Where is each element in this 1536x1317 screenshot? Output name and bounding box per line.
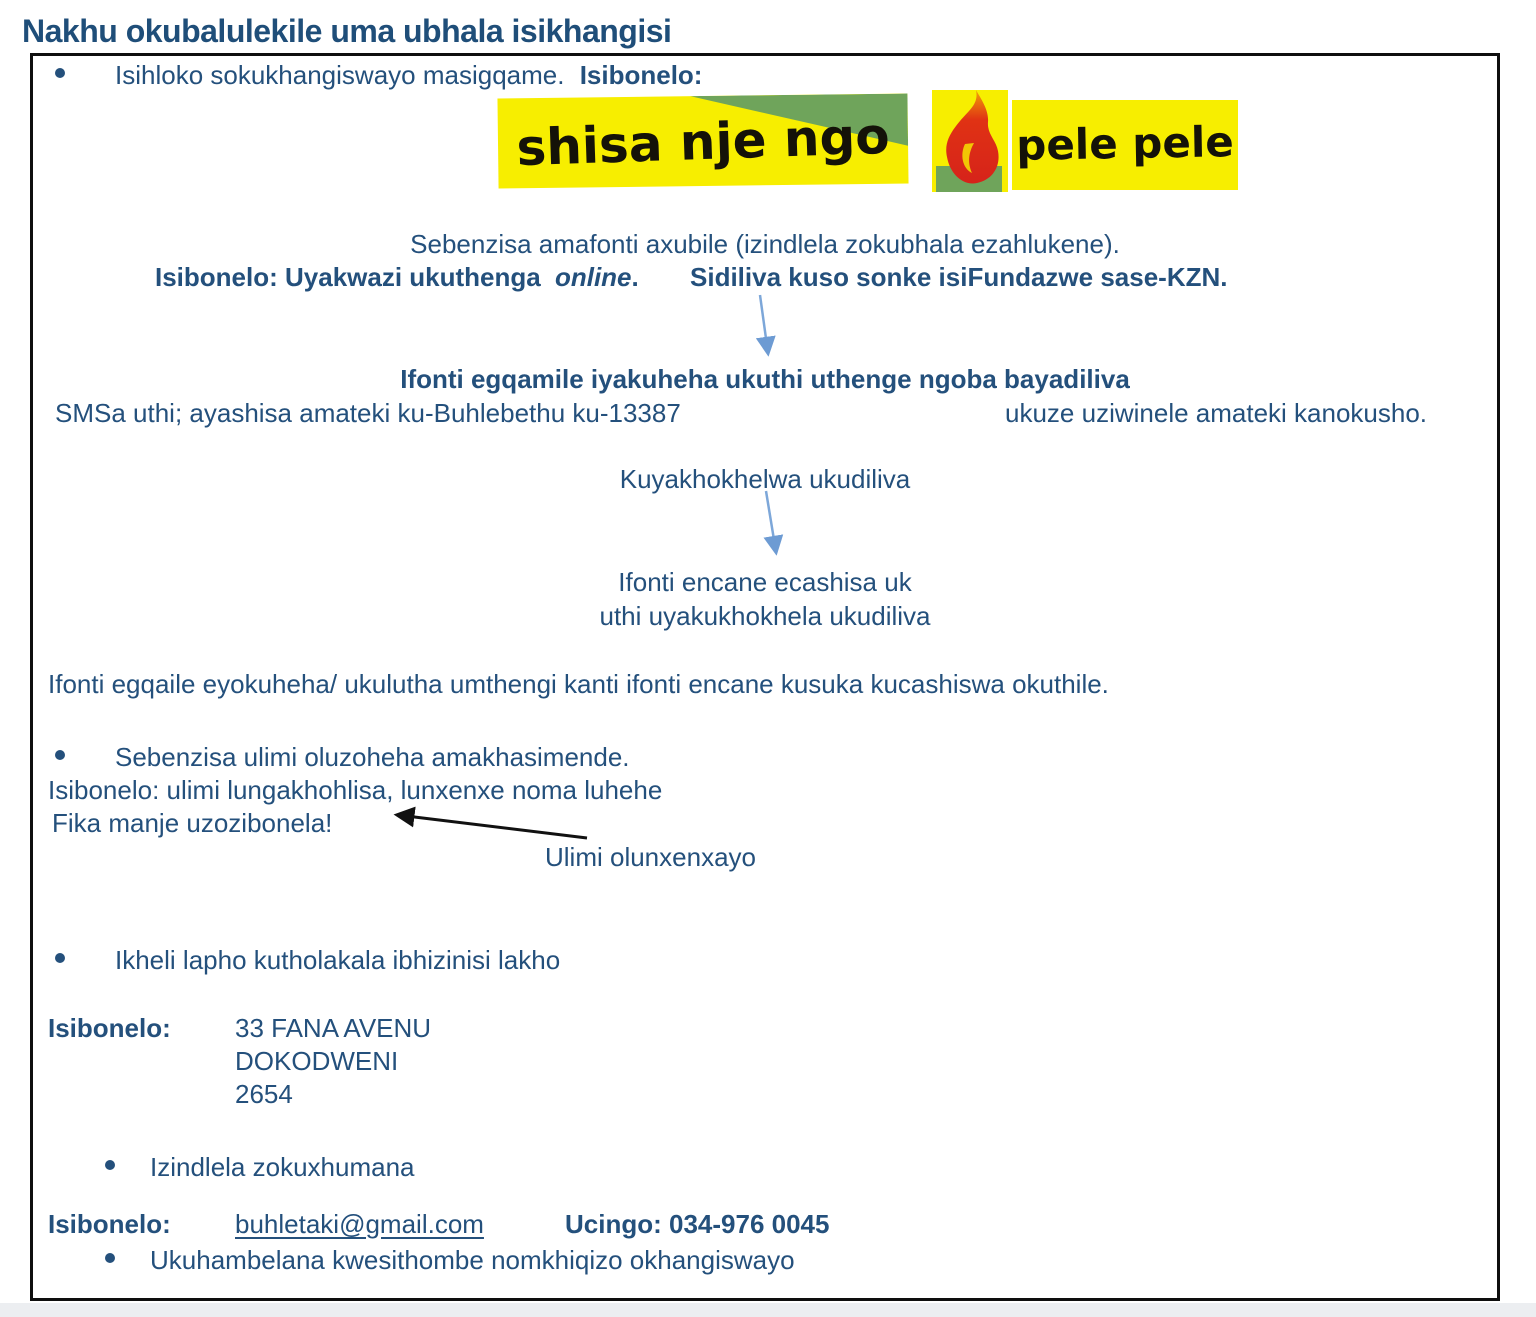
fonts-summary: Ifonti egqaile eyokuheha/ ukulutha umthengi kanti ifonti encane kusuka kucashiswa okuthile. bbox=[48, 669, 1109, 699]
ad-highlight-right bbox=[1012, 100, 1238, 190]
headline-bullet-label: Isibonelo: bbox=[579, 60, 703, 90]
bullet-dot bbox=[55, 68, 65, 78]
email-link[interactable]: buhletaki@gmail.com bbox=[235, 1209, 484, 1239]
bullet-dot bbox=[105, 1253, 115, 1263]
fonts-example-online: online bbox=[554, 262, 632, 292]
language-example: Isibonelo: ulimi lungakhohlisa, lunxenxe noma luhehe bbox=[48, 775, 663, 805]
flame-icon bbox=[932, 88, 1010, 192]
page-title: Nakhu okubalulekile uma ubhala isikhangisi bbox=[22, 13, 672, 49]
address-line: 33 FANA AVENU bbox=[235, 1013, 432, 1043]
sms-line-right: ukuze uziwinele amateki kanokusho. bbox=[1005, 398, 1428, 428]
fonts-example-row bbox=[155, 261, 1228, 293]
address-example-label: Isibonelo: bbox=[48, 1013, 171, 1043]
headline-bullet-text: Isihloko sokukhangiswayo masigqame. bbox=[115, 60, 565, 90]
ad-banner bbox=[495, 88, 1243, 196]
bold-font-note: Ifonti egqamile iyakuheha ukuthi uthenge ngoba bayadiliva bbox=[400, 364, 1130, 394]
image-bullet-text: Ukuhambelana kwesithombe nomkhiqizo okhangiswayo bbox=[150, 1245, 795, 1275]
language-sample: Fika manje uzozibonela! bbox=[52, 808, 333, 838]
contact-bullet-text: Izindlela zokuxhumana bbox=[150, 1152, 415, 1182]
small-font-note-line1: Ifonti encane ecashisa uk bbox=[618, 567, 912, 597]
delivery-note: Kuyakhokhelwa ukudiliva bbox=[619, 464, 911, 494]
small-font-note-line2: uthi uyakukhokhela ukudiliva bbox=[599, 601, 931, 631]
arrow-down-icon bbox=[742, 486, 812, 571]
address-line: 2654 bbox=[235, 1079, 293, 1109]
bullet-dot bbox=[105, 1160, 115, 1170]
ad-headline-right: pele pele bbox=[1015, 117, 1235, 170]
ad-headline-left: shisa nje ngo bbox=[515, 106, 891, 178]
language-bullet-text: Sebenzisa ulimi oluzoheha amakhasimende. bbox=[115, 742, 630, 772]
fonts-example-bold: Isibonelo: Uyakwazi ukuthenga bbox=[155, 262, 541, 292]
page-edge-band bbox=[0, 1303, 1536, 1317]
sms-line-left: SMSa uthi; ayashisa amateki ku-Buhlebethu ku-13387 bbox=[55, 398, 681, 428]
language-caption: Ulimi olunxenxayo bbox=[545, 842, 756, 872]
fonts-example-right: Sidiliva kuso sonke isiFundazwe sase-KZN. bbox=[690, 262, 1228, 292]
address-bullet-text: Ikheli lapho kutholakala ibhizinisi lakho bbox=[115, 945, 561, 975]
contact-example-label: Isibonelo: bbox=[48, 1209, 171, 1239]
address-line: DOKODWENI bbox=[235, 1046, 399, 1076]
fonts-intro: Sebenzisa amafonti axubile (izindlela zokubhala ezahlukene). bbox=[410, 229, 1120, 259]
arrow-down-icon bbox=[735, 291, 805, 371]
bullet-dot bbox=[55, 953, 65, 963]
headline-bullet-row bbox=[115, 59, 702, 91]
fonts-example-period: . bbox=[631, 262, 639, 292]
phone-number: Ucingo: 034-976 0045 bbox=[565, 1209, 830, 1239]
bullet-dot bbox=[55, 750, 65, 760]
ad-highlight-left bbox=[497, 93, 908, 188]
